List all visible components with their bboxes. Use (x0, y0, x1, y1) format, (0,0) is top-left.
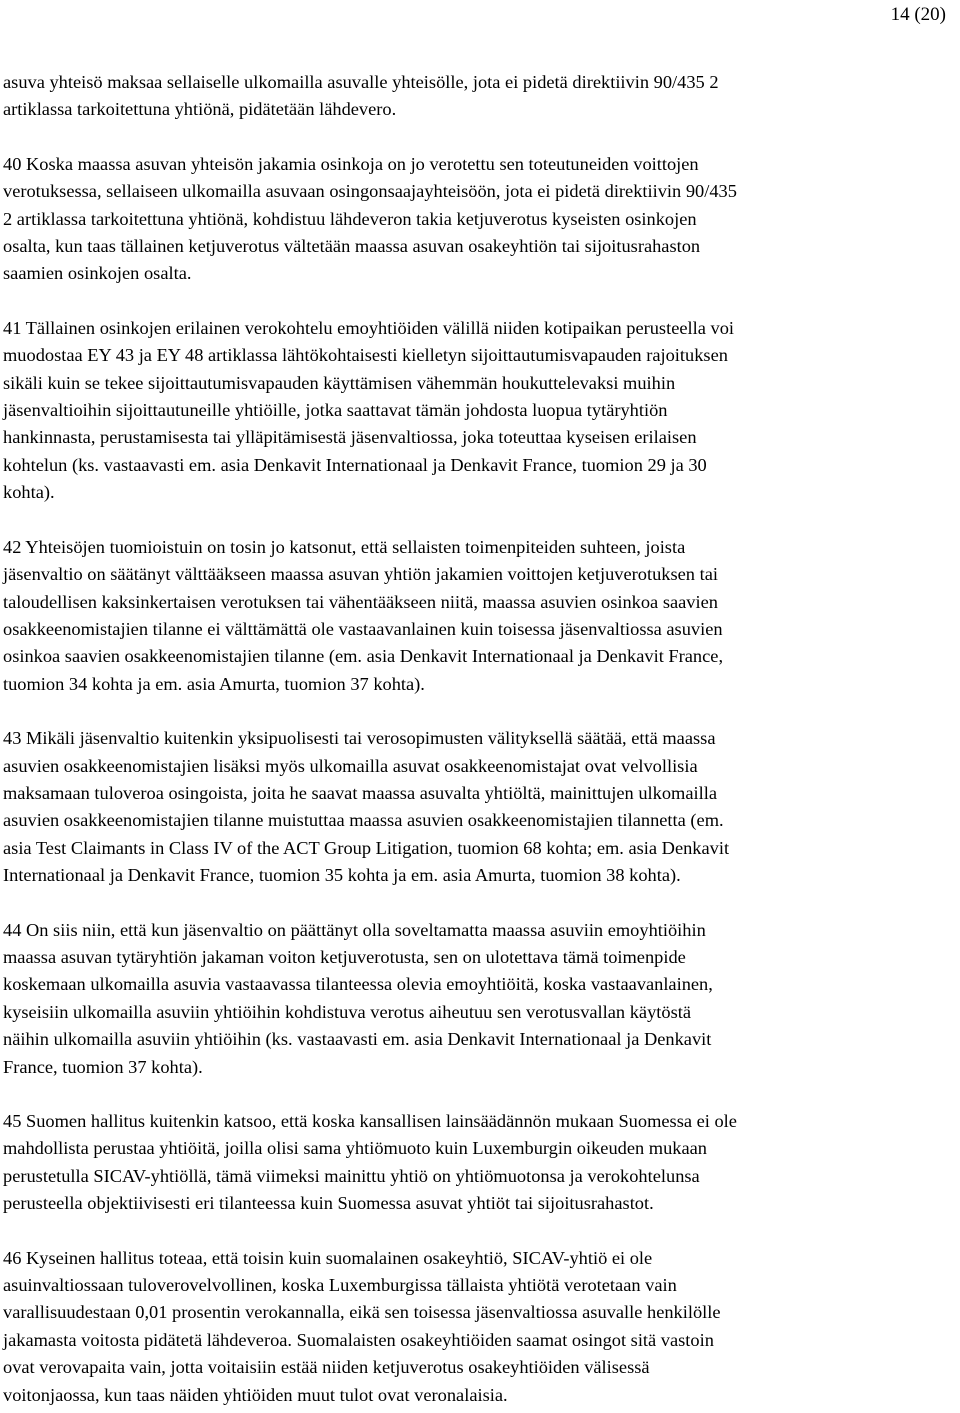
text-line: verotuksessa, sellaiseen ulkomailla asuvaan osingonsaajayhteisöön, jota ei pidetä direktiivin 90/435 (3, 181, 737, 202)
text-line: sikäli kuin se tekee sijoittautumisvapauden käyttämisen vähemmän houkuttelevaksi muihin (3, 372, 676, 393)
text-line: maksamaan tuloveroa osingoista, joita he saavat maassa asuvalta yhtiöltä, mainittujen ulkomailla (3, 782, 717, 803)
text-line: osalta, kun taas tällainen ketjuverotus vältetään maassa asuvan osakeyhtiön tai sijoitusrahaston (3, 236, 701, 257)
text-line: perustetulla SICAV-yhtiöllä, tämä viimeksi mainittu yhtiö on yhtiömuotonsa ja verokohtelunsa (3, 1165, 700, 1186)
text-line: ovat verovapaita vain, jotta voitaisiin estää niiden ketjuverotus osakeyhtiöiden välisessä (3, 1357, 650, 1378)
text-line: 40 Koska maassa asuvan yhteisön jakamia osinkoja on jo verotettu sen toteutuneiden voittojen (3, 153, 699, 174)
text-line: 2 artiklassa tarkoitettuna yhtiönä, kohdistuu lähdeveron takia ketjuverotus kyseisten osinkojen (3, 208, 697, 229)
text-line: koskemaan ulkomailla asuvia vastaavassa tilanteessa olevia emoyhtiöitä, koska vastaavanlainen, (3, 974, 713, 995)
text-line: varallisuudestaan 0,01 prosentin verokannalla, eikä sen toisessa jäsenvaltiossa asuvalle henkilölle (3, 1302, 721, 1323)
paragraph-42 (3, 534, 953, 698)
text-line: 43 Mikäli jäsenvaltio kuitenkin yksipuolisesti tai verosopimusten välityksellä säätää, että maassa (3, 728, 716, 749)
document-body (3, 69, 953, 1409)
paragraph-40 (3, 151, 953, 288)
paragraph-45 (3, 1108, 953, 1218)
text-line: asuinvaltiossaan tuloverovelvollinen, koska Luxemburgissa tällaista yhtiötä verotetaan vain (3, 1275, 677, 1296)
text-line: voitonjaossa, kun taas näiden yhtiöiden muut tulot ovat veronalaisia. (3, 1384, 508, 1405)
paragraph-41 (3, 315, 953, 507)
text-line: mahdollista perustaa yhtiöitä, joilla olisi sama yhtiömuoto kuin Luxemburgin oikeuden mukaan (3, 1138, 708, 1159)
text-line: muodostaa EY 43 ja EY 48 artiklassa lähtökohtaisesti kielletyn sijoittautumisvapauden rajoituksen (3, 345, 728, 366)
text-line: 41 Tällainen osinkojen erilainen verokohtelu emoyhtiöiden välillä niiden kotipaikan perusteella voi (3, 317, 735, 338)
text-line: tuomion 34 kohta ja em. asia Amurta, tuomion 37 kohta). (3, 673, 425, 694)
text-line: hankinnasta, perustamisesta tai ylläpitämisestä jäsenvaltiossa, joka toteuttaa kyseisen erilaisen (3, 427, 697, 448)
paragraph-46 (3, 1245, 953, 1409)
paragraph-44 (3, 917, 953, 1081)
text-line: kyseisiin ulkomailla asuviin yhtiöihin kohdistuva verotus aiheutuu sen verotusvallan käytöstä (3, 1001, 692, 1022)
text-line: asuvien osakkeenomistajien lisäksi myös ulkomailla asuvat osakkeenomistajat ovat velvollisia (3, 755, 698, 776)
paragraph-43 (3, 725, 953, 889)
text-line: näihin ulkomailla asuviin yhtiöihin (ks. vastaavasti em. asia Denkavit Internationaal ja Denkavit (3, 1029, 712, 1050)
text-line: 45 Suomen hallitus kuitenkin katsoo, että koska kansallisen lainsäädännön mukaan Suomessa ei ole (3, 1111, 737, 1131)
paragraph-continuation (3, 69, 953, 124)
text-line: osakkeenomistajien tilanne ei välttämättä ole vastaavanlainen kuin toisessa jäsenvaltiossa asuvien (3, 618, 723, 639)
text-line: asuvien osakkeenomistajien tilanne muistuttaa maassa asuvien osakkeenomistajien tilannetta (em. (3, 810, 724, 831)
text-line: 42 Yhteisöjen tuomioistuin on tosin jo katsonut, että sellaisten toimenpiteiden suhteen, joista (3, 536, 686, 557)
text-line: France, tuomion 37 kohta). (3, 1056, 203, 1077)
text-line: kohta). (3, 482, 55, 503)
text-line: jäsenvaltioihin sijoittautuneille yhtiöille, jotka saattavat tämän johdosta luopua tytäryhtiön (3, 400, 668, 421)
text-line: 46 Kyseinen hallitus toteaa, että toisin kuin suomalainen osakeyhtiö, SICAV-yhtiö ei ole (3, 1247, 653, 1268)
text-line: taloudellisen kaksinkertaisen verotuksen tai vähentääkseen niitä, maassa asuvien osinkoa saavien (3, 591, 718, 612)
page-number: 14 (20) (890, 4, 946, 25)
text-line: perusteella objektiivisesti eri tilanteessa kuin Suomessa asuvat yhtiöt tai sijoitusrahastot. (3, 1193, 654, 1214)
text-line: jäsenvaltio on säätänyt välttääkseen maassa asuvan yhtiön jakamien voittojen ketjuverotuksen tai (3, 564, 718, 585)
text-line: Internationaal ja Denkavit France, tuomion 35 kohta ja em. asia Amurta, tuomion 38 kohta). (3, 865, 681, 886)
text-line: 44 On siis niin, että kun jäsenvaltio on päättänyt olla soveltamatta maassa asuviin emoyhtiöihin (3, 919, 706, 940)
text-line: kohtelun (ks. vastaavasti em. asia Denkavit Internationaal ja Denkavit France, tuomion 29 ja 30 (3, 454, 707, 475)
text-line: asia Test Claimants in Class IV of the ACT Group Litigation, tuomion 68 kohta; em. asia Denkavit (3, 837, 730, 858)
text-line: asuva yhteisö maksaa sellaiselle ulkomailla asuvalle yhteisölle, jota ei pidetä direktiivin 90/435 2 (3, 72, 719, 92)
text-line: maassa asuvan tytäryhtiön jakaman voiton ketjuverotusta, sen on ulotettava tämä toimenpide (3, 946, 686, 967)
text-line: artiklassa tarkoitettuna yhtiönä, pidätetään lähdevero. (3, 99, 397, 120)
text-line: jakamasta voitosta pidätetä lähdeveroa. Suomalaisten osakeyhtiöiden saamat osingot sitä vastoin (3, 1329, 714, 1350)
text-line: saamien osinkojen osalta. (3, 263, 192, 284)
text-line: osinkoa saavien osakkeenomistajien tilanne (em. asia Denkavit Internationaal ja Denkavit France, (3, 646, 724, 667)
